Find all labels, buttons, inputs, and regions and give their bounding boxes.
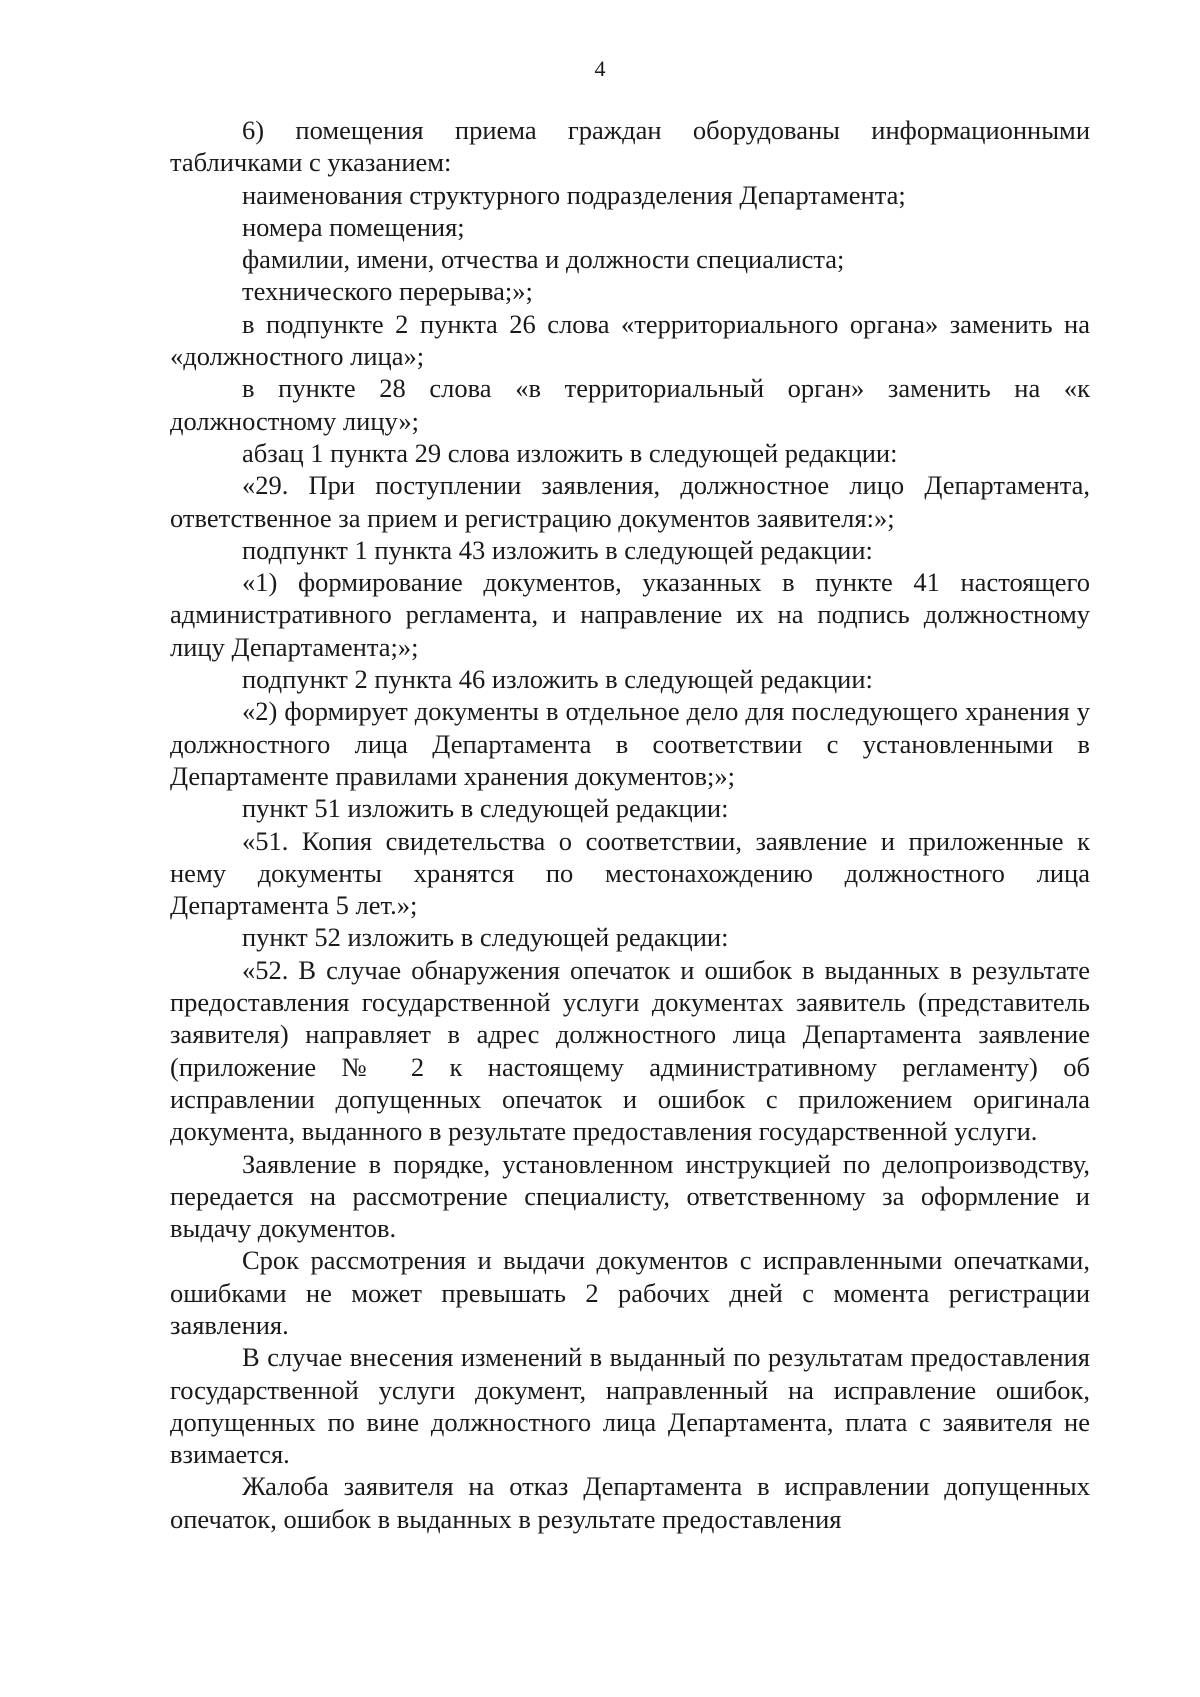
document-body	[170, 114, 1090, 1535]
paragraph: подпункт 2 пункта 46 изложить в следующей редакции:	[242, 664, 873, 695]
paragraph: Заявление в порядке, установленном инструкцией по делопроизводству, передается на рассмотрение специалисту, ответственному за оформление и выдачу документов.	[170, 1148, 1090, 1244]
paragraph: «52. В случае обнаружения опечаток и ошибок в выданных в результате предоставления государственной услуги документах заявитель (представитель заявителя) направляет в адрес должностного лица Департамента заявление (приложение № 2 к настоящему административному регламенту) об исправлении допущенных опечаток и ошибок с приложением оригинала документа, выданного в результате предоставления государственной услуги.	[170, 954, 1090, 1147]
paragraph: Жалоба заявителя на отказ Департамента в исправлении допущенных опечаток, ошибок в выданных в результате предоставления	[170, 1471, 1090, 1534]
paragraph: абзац 1 пункта 29 слова изложить в следующей редакции:	[242, 437, 898, 468]
paragraph: «1) формирование документов, указанных в пункте 41 настоящего административного регламента, и направление их на подпись должностному лицу Департамента;»;	[170, 567, 1090, 662]
paragraph: «2) формирует документы в отдельное дело для последующего хранения у должностного лица Департамента в соответствии с установленными в Департаменте правилами хранения документов;»;	[170, 696, 1090, 791]
paragraph: в подпункте 2 пункта 26 слова «территориального органа» заменить на «должностного лица»;	[170, 308, 1090, 372]
list-item: наименования структурного подразделения Департамента;	[242, 179, 906, 210]
paragraph: «51. Копия свидетельства о соответствии, заявление и приложенные к нему документы хранятся по местонахождению должностного лица Департамента 5 лет.»;	[170, 825, 1090, 921]
page-number: 4	[594, 56, 606, 81]
paragraph: В случае внесения изменений в выданный по результатам предоставления государственной услуги документ, направленный на исправление ошибок, допущенных по вине должностного лица Департамента, плата с заявителя не взимается.	[170, 1342, 1090, 1470]
paragraph: Срок рассмотрения и выдачи документов с исправленными опечатками, ошибками не может превышать 2 рабочих дней с момента регистрации заявления.	[170, 1245, 1090, 1340]
paragraph: в пункте 28 слова «в территориальный орган» заменить на «к должностному лицу»;	[170, 373, 1090, 436]
list-item: фамилии, имени, отчества и должности специалиста;	[242, 244, 845, 275]
list-item: технического перерыва;»;	[242, 276, 533, 307]
paragraph: подпункт 1 пункта 43 изложить в следующей редакции:	[242, 534, 873, 565]
paragraph: пункт 52 изложить в следующей редакции:	[242, 922, 729, 953]
paragraph: «29. При поступлении заявления, должностное лицо Департамента, ответственное за прием и регистрацию документов заявителя:»;	[170, 470, 1090, 533]
paragraph: 6) помещения приема граждан оборудованы информационными табличками с указанием:	[170, 115, 1090, 178]
paragraph: пункт 51 изложить в следующей редакции:	[242, 793, 729, 824]
list-item: номера помещения;	[242, 211, 465, 242]
